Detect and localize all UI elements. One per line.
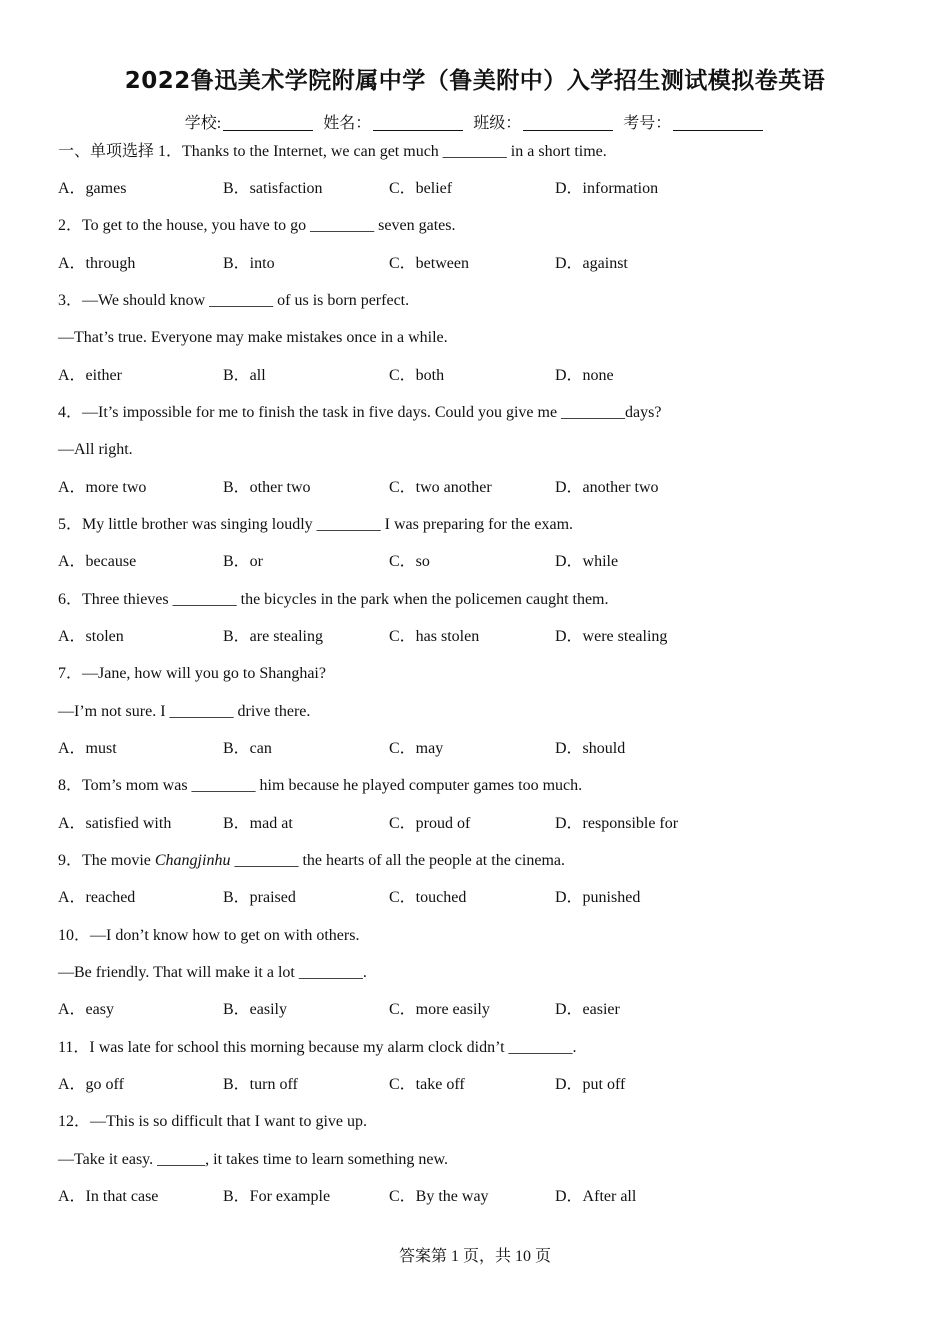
question-8-option-d: D．responsible for bbox=[555, 815, 679, 832]
question-6-option-b: B．are stealing bbox=[223, 628, 323, 645]
question-7-option-b: B．can bbox=[223, 740, 272, 757]
question-10-option-a: A．easy bbox=[58, 1001, 114, 1018]
question-12-option-c: C．By the way bbox=[389, 1188, 489, 1205]
question-5-option-a: A．because bbox=[58, 553, 137, 570]
name-label: 姓名： bbox=[323, 115, 372, 132]
exam-number-label: 考号： bbox=[623, 115, 672, 132]
question-4-stem: 4．—It’s impossible for me to finish the task in five days. Could you give me ________days? bbox=[58, 404, 662, 421]
question-4-option-d: D．another two bbox=[555, 479, 659, 496]
question-1-option-c: C．belief bbox=[389, 180, 453, 197]
question-12-option-d: D．After all bbox=[555, 1188, 637, 1205]
question-7-option-a: A．must bbox=[58, 740, 117, 757]
question-2-option-c: C．between bbox=[389, 255, 469, 272]
question-11-option-a: A．go off bbox=[58, 1076, 124, 1093]
question-8-stem: 8．Tom’s mom was ________ him because he played computer games too much. bbox=[58, 777, 583, 794]
question-4-dialogue: —All right. bbox=[58, 441, 133, 458]
question-9-movie-title: Changjinhu bbox=[154, 852, 231, 869]
question-7-dialogue: —I’m not sure. I ________ drive there. bbox=[58, 703, 311, 720]
question-9-option-a: A．reached bbox=[58, 889, 136, 906]
question-7-option-d: D．should bbox=[555, 740, 626, 757]
question-11-option-d: D．put off bbox=[555, 1076, 626, 1093]
question-7-option-c: C．may bbox=[389, 740, 444, 757]
question-10-stem: 10．—I don’t know how to get on with others. bbox=[58, 927, 360, 944]
question-5-stem: 5．My little brother was singing loudly ________ I was preparing for the exam. bbox=[58, 516, 574, 533]
question-11-stem: 11．I was late for school this morning because my alarm clock didn’t ________. bbox=[58, 1039, 577, 1056]
question-6-option-c: C．has stolen bbox=[389, 628, 480, 645]
question-6-stem: 6．Three thieves ________ the bicycles in the park when the policemen caught them. bbox=[58, 591, 609, 608]
question-3-option-c: C．both bbox=[389, 367, 445, 384]
question-2-stem: 2．To get to the house, you have to go ________ seven gates. bbox=[58, 217, 456, 234]
question-7-stem: 7．—Jane, how will you go to Shanghai? bbox=[58, 665, 326, 682]
question-8-option-a: A．satisfied with bbox=[58, 815, 172, 832]
question-10-option-c: C．more easily bbox=[389, 1001, 490, 1018]
question-3-dialogue: —That’s true. Everyone may make mistakes once in a while. bbox=[58, 329, 448, 346]
question-12-dialogue: —Take it easy. ______, it takes time to learn something new. bbox=[58, 1151, 449, 1168]
question-9-post: ________ the hearts of all the people at the cinema. bbox=[230, 852, 565, 869]
school-label: 学校: bbox=[184, 115, 222, 132]
question-12-stem: 12．—This is so difficult that I want to give up. bbox=[58, 1113, 368, 1130]
question-10-dialogue: —Be friendly. That will make it a lot ________. bbox=[58, 964, 367, 981]
question-1-option-d: D．information bbox=[555, 180, 659, 197]
question-10-option-d: D．easier bbox=[555, 1001, 620, 1018]
question-2-option-a: A．through bbox=[58, 255, 136, 272]
class-blank[interactable] bbox=[523, 114, 613, 131]
question-9-option-d: D．punished bbox=[555, 889, 641, 906]
question-9-option-b: B．praised bbox=[223, 889, 296, 906]
school-blank[interactable] bbox=[223, 114, 313, 131]
question-1-option-b: B．satisfaction bbox=[223, 180, 323, 197]
question-3-option-d: D．none bbox=[555, 367, 614, 384]
question-9-stem bbox=[58, 851, 565, 871]
question-12-option-b: B．For example bbox=[223, 1188, 331, 1205]
question-3-stem: 3．—We should know ________ of us is born perfect. bbox=[58, 292, 410, 309]
page-title: 2022鲁迅美术学院附属中学（鲁美附中）入学招生测试模拟卷英语 bbox=[124, 68, 826, 94]
question-5-option-b: B．or bbox=[223, 553, 264, 570]
question-5-option-d: D．while bbox=[555, 553, 619, 570]
question-5-option-c: C．so bbox=[389, 553, 430, 570]
question-2-option-d: D．against bbox=[555, 255, 628, 272]
question-1-stem: 一、单项选择 1．Thanks to the Internet, we can get much ________ in a short time. bbox=[58, 143, 607, 160]
question-4-option-a: A．more two bbox=[58, 479, 147, 496]
question-3-option-a: A．either bbox=[58, 367, 122, 384]
question-8-option-c: C．proud of bbox=[389, 815, 471, 832]
question-10-option-b: B．easily bbox=[223, 1001, 287, 1018]
student-info-line bbox=[0, 110, 950, 133]
question-12-option-a: A．In that case bbox=[58, 1188, 159, 1205]
question-3-option-b: B．all bbox=[223, 367, 266, 384]
question-2-option-b: B．into bbox=[223, 255, 275, 272]
page-footer: 答案第 1 页，共 10 页 bbox=[398, 1248, 551, 1265]
question-9-pre: 9．The movie bbox=[58, 852, 155, 869]
question-11-option-b: B．turn off bbox=[223, 1076, 298, 1093]
question-6-option-a: A．stolen bbox=[58, 628, 124, 645]
exam-number-blank[interactable] bbox=[673, 114, 763, 131]
question-8-option-b: B．mad at bbox=[223, 815, 293, 832]
name-blank[interactable] bbox=[373, 114, 463, 131]
class-label: 班级： bbox=[473, 115, 522, 132]
question-6-option-d: D．were stealing bbox=[555, 628, 668, 645]
question-11-option-c: C．take off bbox=[389, 1076, 465, 1093]
question-4-option-c: C．two another bbox=[389, 479, 492, 496]
question-1-option-a: A．games bbox=[58, 180, 127, 197]
question-4-option-b: B．other two bbox=[223, 479, 311, 496]
question-9-option-c: C．touched bbox=[389, 889, 467, 906]
